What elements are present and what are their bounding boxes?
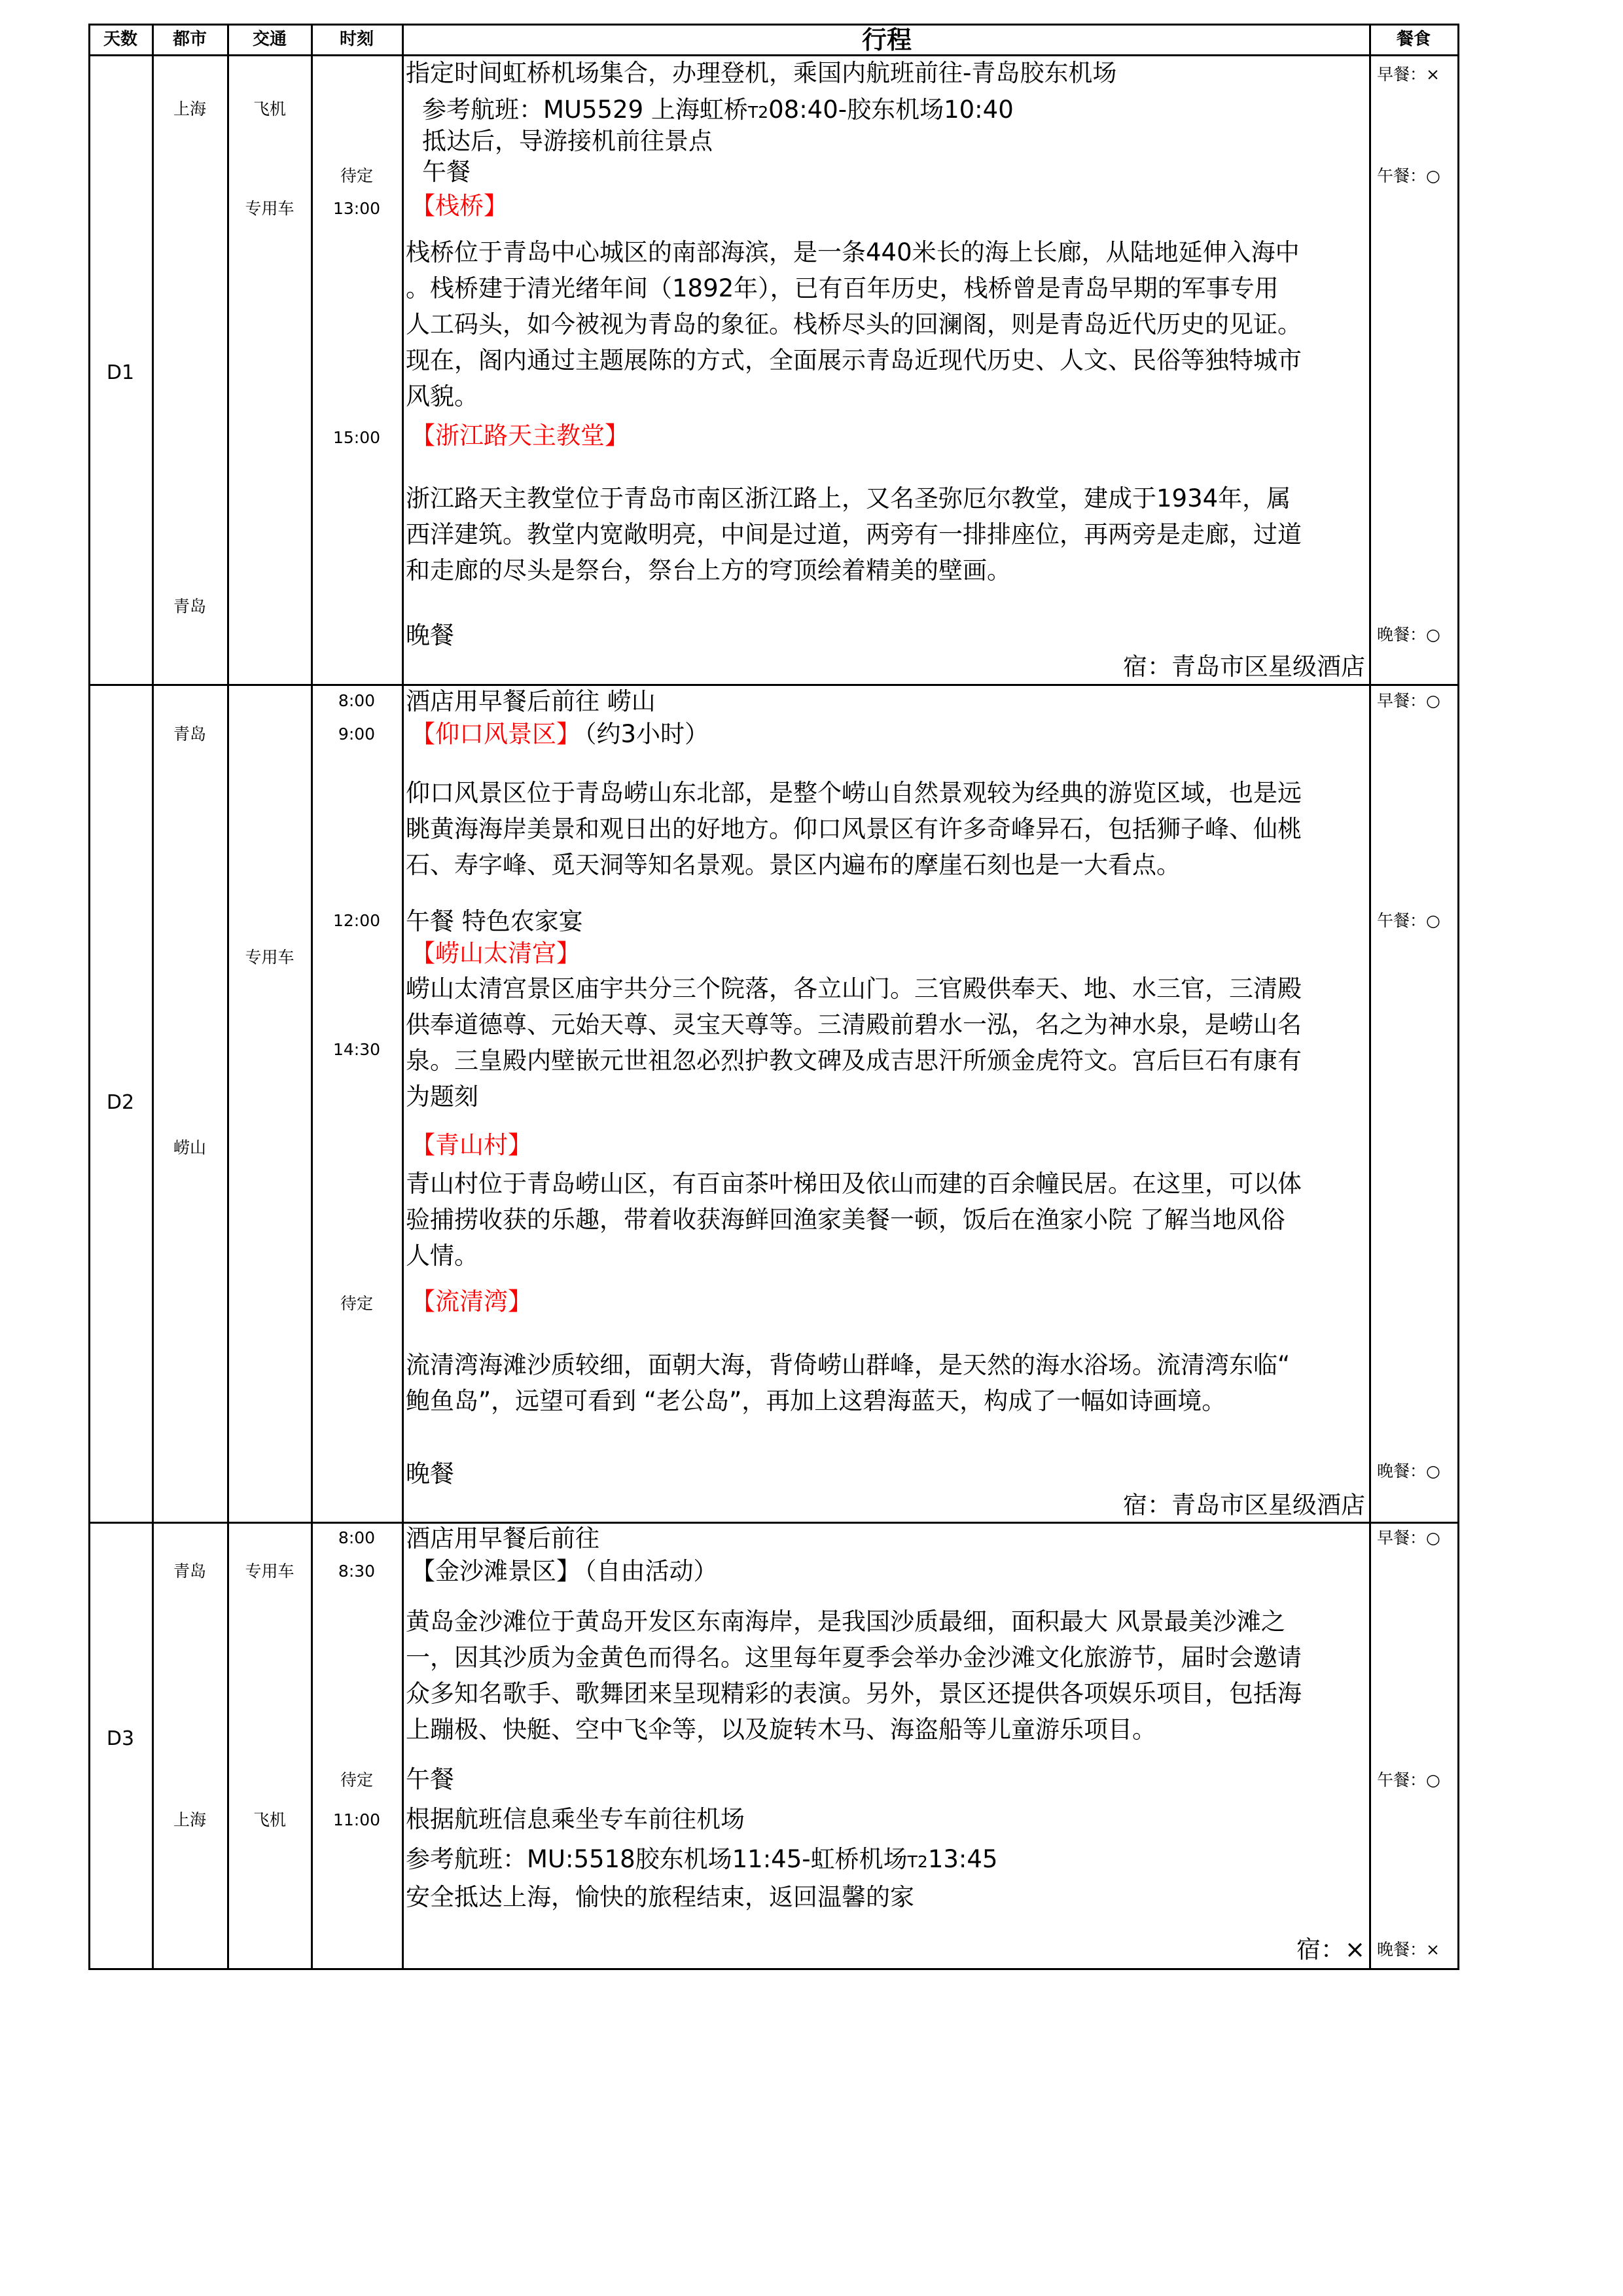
meal-lunch: 午餐：○ <box>1377 911 1440 930</box>
itinerary-line: 酒店用早餐后前往 崂山 <box>406 687 656 715</box>
day-label: D2 <box>106 1091 135 1114</box>
header-meals: 餐食 <box>1396 29 1431 49</box>
meal-breakfast: 早餐：○ <box>1377 1528 1440 1547</box>
meal-dinner: 晚餐：○ <box>1377 625 1440 644</box>
meal-dinner: 晚餐：○ <box>1377 1462 1440 1480</box>
time-label: 11:00 <box>332 1810 381 1829</box>
flight-info: 参考航班：MU:5518胶东机场11:45-虹桥机场T213:45 <box>406 1845 998 1873</box>
meal-lunch: 午餐：○ <box>1377 166 1440 185</box>
spot-title: 【流清湾】 <box>411 1287 532 1316</box>
spot-title: 【栈桥】 <box>411 192 508 220</box>
transport-label: 飞机 <box>253 1810 287 1829</box>
meal-dinner: 晚餐：× <box>1377 1940 1440 1959</box>
meal-breakfast: 早餐：○ <box>1377 691 1440 710</box>
time-label: 12:00 <box>332 911 381 930</box>
spot-title: 【浙江路天主教堂】 <box>411 422 629 450</box>
spot-description: 栈桥位于青岛中心城区的南部海滨，是一条440米长的海上长廊，从陆地延伸入海中 。栈桥建于清光绪年间（1892年），已有百年历史，栈桥曾是青岛早期的军事专用 人工码头，如今被视为青岛的象征。栈桥尽头的回澜阁，则是青岛近代历史的见证。 现在，阁内通过主题展陈的方式，全面展示青岛近现代历史、人文、民俗等独特城市 风貌。 <box>406 238 1302 410</box>
time-label: 9:00 <box>338 725 376 744</box>
spot-title: 【崂山太清宫】 <box>411 939 580 967</box>
dinner-label: 晚餐 <box>406 1460 454 1488</box>
itinerary-line: 酒店用早餐后前往 <box>406 1524 599 1552</box>
header-day: 天数 <box>103 29 138 49</box>
city-label: 上海 <box>173 1810 207 1829</box>
time-label: 8:00 <box>338 691 376 710</box>
time-label: 13:00 <box>332 199 381 218</box>
header-city: 都市 <box>172 29 207 49</box>
day-label: D3 <box>106 1727 135 1750</box>
time-label: 8:30 <box>338 1562 376 1581</box>
header-time: 时刻 <box>339 29 374 49</box>
accommodation: 宿：× <box>1296 1935 1365 1964</box>
spot-heading: 【金沙滩景区】 （自由活动） <box>411 1557 718 1585</box>
spot-heading: 【仰口风景区】 （约3小时） <box>411 720 709 748</box>
itinerary-line: 根据航班信息乘坐专车前往机场 <box>406 1805 745 1833</box>
lunch-label: 午餐 <box>406 1765 454 1793</box>
transport-label: 专用车 <box>245 1562 294 1581</box>
dinner-label: 晚餐 <box>406 621 454 649</box>
header-transport: 交通 <box>252 29 287 49</box>
meal-breakfast: 早餐：× <box>1377 65 1440 84</box>
time-label: 待定 <box>340 1770 374 1789</box>
spot-title: 【青山村】 <box>411 1131 532 1159</box>
city-label: 崂山 <box>173 1138 207 1157</box>
city-label: 青岛 <box>173 1562 207 1581</box>
spot-description: 浙江路天主教堂位于青岛市南区浙江路上，又名圣弥厄尔教堂，建成于1934年，属 西洋建筑。教堂内宽敞明亮，中间是过道，两旁有一排排座位，再两旁是走廊，过道 和走廊的尽头是祭台，祭台上方的穹顶绘着精美的壁画。 <box>406 484 1302 584</box>
transport-label: 飞机 <box>253 99 287 118</box>
header-itinerary: 行程 <box>861 26 912 54</box>
itinerary-line: 指定时间虹桥机场集合，办理登机，乘国内航班前往-青岛胶东机场 <box>406 59 1117 87</box>
city-label: 上海 <box>173 99 207 118</box>
time-label: 15:00 <box>332 428 381 447</box>
itinerary-line: 抵达后，导游接机前往景点 <box>422 127 713 155</box>
spot-description: 仰口风景区位于青岛崂山东北部，是整个崂山自然景观较为经典的游览区域，也是远 眺黄海海岸美景和观日出的好地方。仰口风景区有许多奇峰异石，包括狮子峰、仙桃 石、寿字峰、觅天洞等知名景观。景区内遍布的摩崖石刻也是一大看点。 <box>406 779 1302 879</box>
time-label: 14:30 <box>332 1040 381 1059</box>
transport-label: 专用车 <box>245 199 294 218</box>
time-label: 待定 <box>340 166 374 185</box>
itinerary-line: 安全抵达上海，愉快的旅程结束，返回温馨的家 <box>406 1883 914 1911</box>
city-label: 青岛 <box>173 725 207 744</box>
day-label: D1 <box>106 361 135 384</box>
spot-description: 黄岛金沙滩位于黄岛开发区东南海岸，是我国沙质最细，面积最大 风景最美沙滩之 一，因其沙质为金黄色而得名。这里每年夏季会举办金沙滩文化旅游节，届时会邀请 众多知名歌手、歌舞团来呈现精彩的表演。另外，景区还提供各项娱乐项目，包括海 上蹦极、快艇、空中飞伞等，以及旋转木马、海盗船等儿童游乐项目。 <box>406 1607 1302 1744</box>
lunch-label: 午餐 特色农家宴 <box>406 907 583 935</box>
meal-lunch: 午餐：○ <box>1377 1770 1440 1789</box>
flight-info: 参考航班：MU5529 上海虹桥T208:40-胶东机场10:40 <box>422 96 1014 124</box>
time-label: 待定 <box>340 1294 374 1313</box>
time-label: 8:00 <box>338 1528 376 1547</box>
accommodation: 宿：青岛市区星级酒店 <box>1123 653 1365 681</box>
transport-label: 专用车 <box>245 948 294 967</box>
spot-description: 崂山太清宫景区庙宇共分三个院落，各立山门。三官殿供奉天、地、水三官，三清殿 供奉道德尊、元始天尊、灵宝天尊等。三清殿前碧水一泓，名之为神水泉，是崂山名 泉。三皇殿内壁嵌元世祖忽必烈护教文碑及成吉思汗所颁金虎符文。宫后巨石有康有 为题刻 <box>406 975 1302 1111</box>
itinerary-line: 午餐 <box>422 158 471 186</box>
accommodation: 宿：青岛市区星级酒店 <box>1123 1491 1365 1519</box>
city-label: 青岛 <box>173 597 207 616</box>
spot-description: 青山村位于青岛崂山区，有百亩茶叶梯田及依山而建的百余幢民居。在这里，可以体 验捕捞收获的乐趣，带着收获海鲜回渔家美餐一顿，饭后在渔家小院 了解当地风俗 人情。 <box>406 1170 1302 1270</box>
spot-description: 流清湾海滩沙质较细，面朝大海，背倚崂山群峰，是天然的海水浴场。流清湾东临“ 鲍鱼岛”，远望可看到 “老公岛”，再加上这碧海蓝天，构成了一幅如诗画境。 <box>406 1351 1291 1415</box>
